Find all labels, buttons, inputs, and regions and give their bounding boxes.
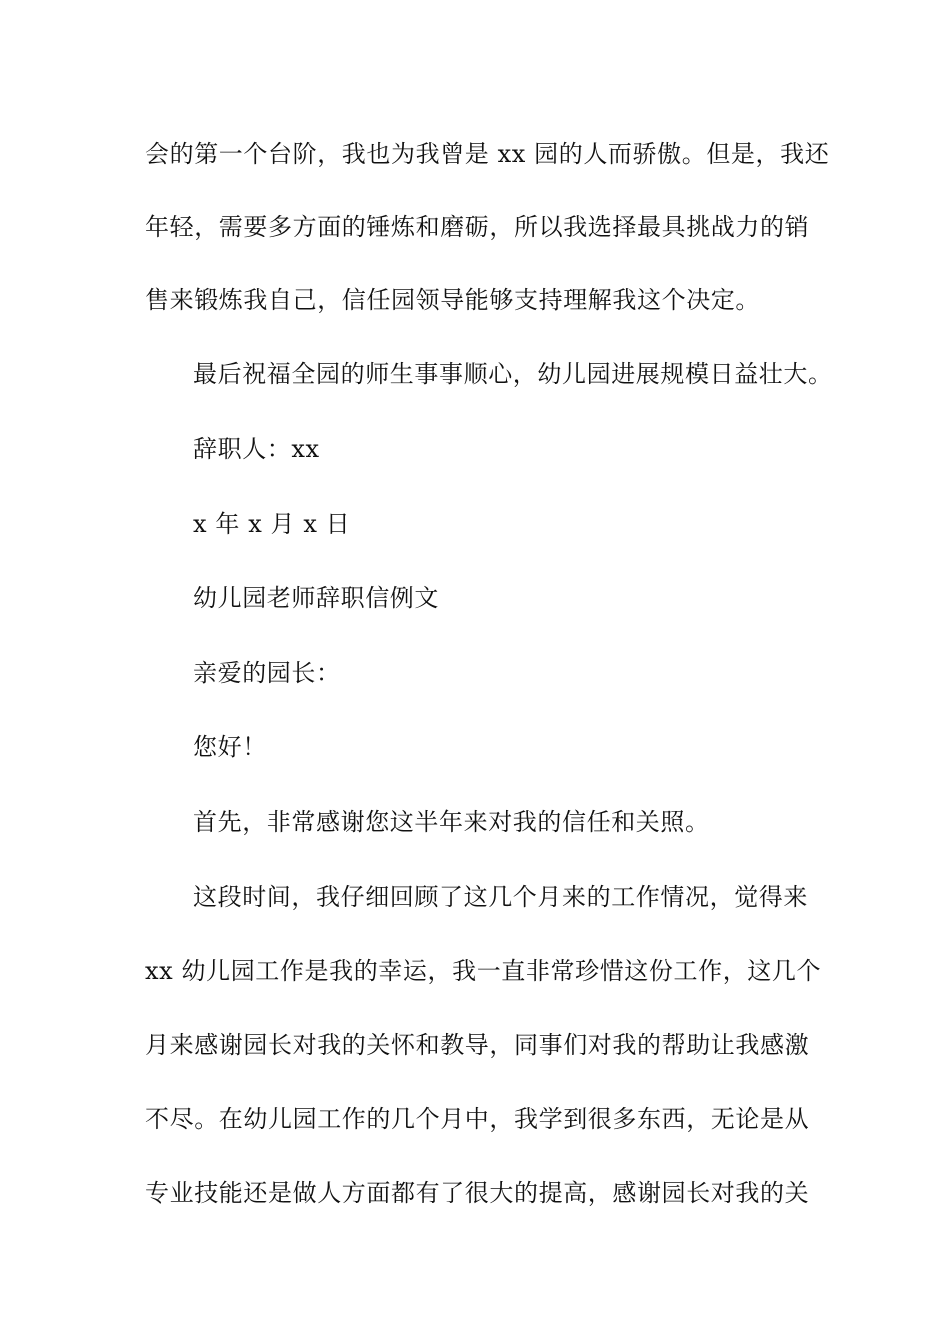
signature-line: 辞职人：xx [193, 435, 320, 463]
section-title: 幼儿园老师辞职信例文 [193, 584, 439, 612]
body-text-line: 售来锻炼我自己，信任园领导能够支持理解我这个决定。 [145, 286, 760, 314]
body-text-line: 月来感谢园长对我的关怀和教导，同事们对我的帮助让我感激 [145, 1031, 810, 1059]
body-text-line: 年轻，需要多方面的锤炼和磨砺，所以我选择最具挑战力的销 [145, 213, 810, 241]
greeting: 您好！ [193, 733, 267, 761]
body-text-line: 会的第一个台阶，我也为我曾是 xx 园的人而骄傲。但是，我还 [145, 140, 830, 168]
body-text-line: 这段时间，我仔细回顾了这几个月来的工作情况，觉得来 [193, 883, 808, 911]
body-text-line: 不尽。在幼儿园工作的几个月中，我学到很多东西，无论是从 [145, 1105, 810, 1133]
salutation: 亲爱的园长： [193, 659, 341, 687]
closing-wish: 最后祝福全园的师生事事顺心，幼儿园进展规模日益壮大。 [193, 360, 833, 388]
body-text-line: 首先，非常感谢您这半年来对我的信任和关照。 [193, 808, 710, 836]
body-text-line: 专业技能还是做人方面都有了很大的提高，感谢园长对我的关 [145, 1179, 810, 1207]
body-text-line: xx 幼儿园工作是我的幸运，我一直非常珍惜这份工作，这几个 [145, 957, 822, 985]
date-line: x 年 x 月 x 日 [193, 510, 351, 538]
